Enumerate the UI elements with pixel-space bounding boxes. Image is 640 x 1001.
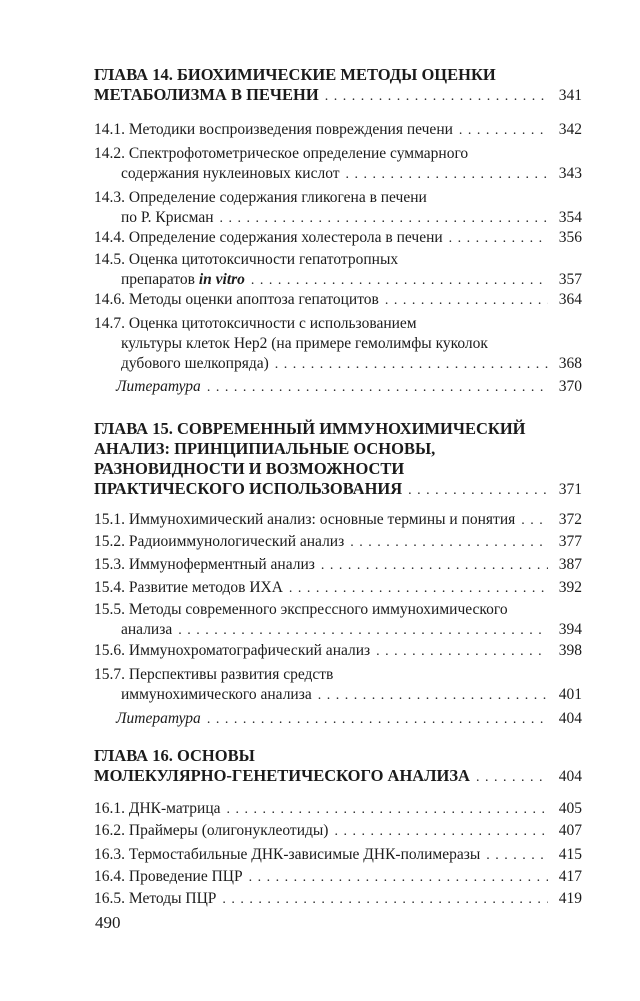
page-number: 404 xyxy=(558,768,582,785)
chapter-title-line: ПРАКТИЧЕСКОГО ИСПОЛЬЗОВАНИЯ xyxy=(94,479,403,498)
entry-title: 14.3. Определение содержания гликогена в печени xyxy=(94,189,427,206)
entry-title-cont: анализа xyxy=(121,621,173,638)
chapter-14-heading xyxy=(94,65,582,107)
dot-leader xyxy=(449,229,548,249)
entry-title: 14.6. Методы оценки апоптоза гепатоцитов xyxy=(94,291,379,308)
entry-title: 15.5. Методы современного экспрессного иммунохимического xyxy=(94,601,508,618)
dot-leader xyxy=(325,87,548,107)
entry-title: 16.5. Методы ПЦР xyxy=(94,890,217,907)
toc-entry-14-1 xyxy=(94,120,582,141)
dot-leader xyxy=(207,710,548,730)
chapter-title-last-line xyxy=(94,766,582,788)
entry-title: 15.1. Иммунохимический анализ: основные термины и понятия xyxy=(94,511,516,528)
toc-entry-16-3 xyxy=(94,845,582,866)
page-number: 341 xyxy=(558,87,582,104)
dot-leader xyxy=(346,165,548,185)
dot-leader xyxy=(376,642,548,662)
toc-entry-15-7 xyxy=(94,665,582,706)
dot-leader xyxy=(408,481,548,501)
page-number: 370 xyxy=(558,378,582,395)
dot-leader xyxy=(289,579,548,599)
dot-leader xyxy=(207,378,548,398)
chapter-title-last-line xyxy=(94,479,582,501)
toc-entry-14-7 xyxy=(94,314,582,375)
toc-entry-16-4 xyxy=(94,867,582,888)
page-number: 398 xyxy=(558,642,582,659)
dot-leader xyxy=(459,121,548,141)
dot-leader xyxy=(350,533,548,553)
entry-title-cont: культуры клеток Hep2 (на примере гемолимфы куколок xyxy=(121,335,488,352)
dot-leader xyxy=(222,890,548,910)
entry-title: 14.1. Методики воспроизведения повреждения печени xyxy=(94,121,453,138)
page-number: 357 xyxy=(558,271,582,288)
toc-entry-14-3 xyxy=(94,188,582,229)
toc-entry-14-6 xyxy=(94,290,582,311)
toc-entry-15-4 xyxy=(94,578,582,599)
page-number: 368 xyxy=(558,355,582,372)
dot-leader xyxy=(178,621,548,641)
page-folio: 490 xyxy=(95,913,121,932)
toc-entry-15-6 xyxy=(94,641,582,662)
latin-term: in vitro xyxy=(198,271,245,288)
dot-leader xyxy=(486,846,548,866)
page-number: 404 xyxy=(558,710,582,727)
entry-title: 14.5. Оценка цитотоксичности гепатотропных xyxy=(94,251,399,268)
toc-entry-14-4 xyxy=(94,228,582,249)
page-number: 394 xyxy=(558,621,582,638)
toc-literature-15 xyxy=(94,709,582,730)
toc-entry-15-3 xyxy=(94,555,582,576)
dot-leader xyxy=(220,209,549,229)
entry-title: 16.2. Праймеры (олигонуклеотиды) xyxy=(94,822,329,839)
chapter-title-line: АНАЛИЗ: ПРИНЦИПИАЛЬНЫЕ ОСНОВЫ, xyxy=(94,439,436,458)
dot-leader xyxy=(275,355,548,375)
dot-leader xyxy=(521,511,548,531)
literature-label: Литература xyxy=(116,378,201,395)
toc-entry-14-5 xyxy=(94,250,582,291)
entry-title: 16.4. Проведение ПЦР xyxy=(94,868,243,885)
entry-title-cont: иммунохимического анализа xyxy=(121,686,312,703)
entry-title: 14.2. Спектрофотометрическое определение суммарного xyxy=(94,145,469,162)
entry-title: 15.7. Перспективы развития средств xyxy=(94,666,334,683)
chapter-title-line: ГЛАВА 15. СОВРЕМЕННЫЙ ИММУНОХИМИЧЕСКИЙ xyxy=(94,419,526,438)
chapter-title-line: МЕТАБОЛИЗМА В ПЕЧЕНИ xyxy=(94,85,319,104)
dot-leader xyxy=(334,822,548,842)
chapter-15-heading xyxy=(94,419,582,501)
chapter-title-last-line xyxy=(94,85,582,107)
page-number: 364 xyxy=(558,291,582,308)
page-number: 419 xyxy=(558,890,582,907)
chapter-title-line: РАЗНОВИДНОСТИ И ВОЗМОЖНОСТИ xyxy=(94,459,405,478)
page-number: 417 xyxy=(558,868,582,885)
chapter-16-heading xyxy=(94,746,582,788)
toc-entry-15-5 xyxy=(94,600,582,641)
dot-leader xyxy=(249,868,548,888)
dot-leader xyxy=(318,686,548,706)
chapter-title-line: ГЛАВА 14. БИОХИМИЧЕСКИЕ МЕТОДЫ ОЦЕНКИ xyxy=(94,65,496,84)
entry-title-cont: содержания нуклеиновых кислот xyxy=(121,165,340,182)
entry-title-cont: по Р. Крисман xyxy=(121,209,214,226)
entry-title: 15.2. Радиоиммунологический анализ xyxy=(94,533,345,550)
entry-title-cont: препаратов in vitro xyxy=(121,271,245,288)
entry-title: 14.7. Оценка цитотоксичности с использованием xyxy=(94,315,417,332)
toc-entry-14-2 xyxy=(94,144,582,185)
page-number: 387 xyxy=(558,556,582,573)
page-number: 343 xyxy=(558,165,582,182)
entry-title: 14.4. Определение содержания холестерола в печени xyxy=(94,229,443,246)
page-number: 354 xyxy=(558,209,582,226)
chapter-title-line: ГЛАВА 16. ОСНОВЫ xyxy=(94,746,255,765)
page-number: 377 xyxy=(558,533,582,550)
toc-literature-14 xyxy=(94,377,582,398)
page-number: 356 xyxy=(558,229,582,246)
toc-entry-16-5 xyxy=(94,889,582,910)
entry-title: 16.3. Термостабильные ДНК-зависимые ДНК-полимеразы xyxy=(94,846,481,863)
toc-entry-16-1 xyxy=(94,799,582,820)
page-number: 401 xyxy=(558,686,582,703)
literature-label: Литература xyxy=(116,710,201,727)
page-number: 392 xyxy=(558,579,582,596)
toc-entry-16-2 xyxy=(94,821,582,842)
entry-title: 15.4. Развитие методов ИХА xyxy=(94,579,283,596)
page-number: 372 xyxy=(558,511,582,528)
toc-entry-15-1 xyxy=(94,510,582,531)
chapter-title-line: МОЛЕКУЛЯРНО-ГЕНЕТИЧЕСКОГО АНАЛИЗА xyxy=(94,766,470,785)
entry-title-cont: дубового шелкопряда) xyxy=(121,355,269,372)
page-number: 407 xyxy=(558,822,582,839)
dot-leader xyxy=(251,271,548,291)
entry-title: 15.6. Иммунохроматографический анализ xyxy=(94,642,371,659)
dot-leader xyxy=(385,291,548,311)
dot-leader xyxy=(321,556,548,576)
dot-leader xyxy=(227,800,548,820)
entry-title: 16.1. ДНК-матрица xyxy=(94,800,221,817)
page-number: 405 xyxy=(558,800,582,817)
page-number: 415 xyxy=(558,846,582,863)
page-number: 371 xyxy=(558,481,582,498)
entry-title: 15.3. Иммуноферментный анализ xyxy=(94,556,315,573)
dot-leader xyxy=(476,768,548,788)
page-number: 342 xyxy=(558,121,582,138)
toc-entry-15-2 xyxy=(94,532,582,553)
